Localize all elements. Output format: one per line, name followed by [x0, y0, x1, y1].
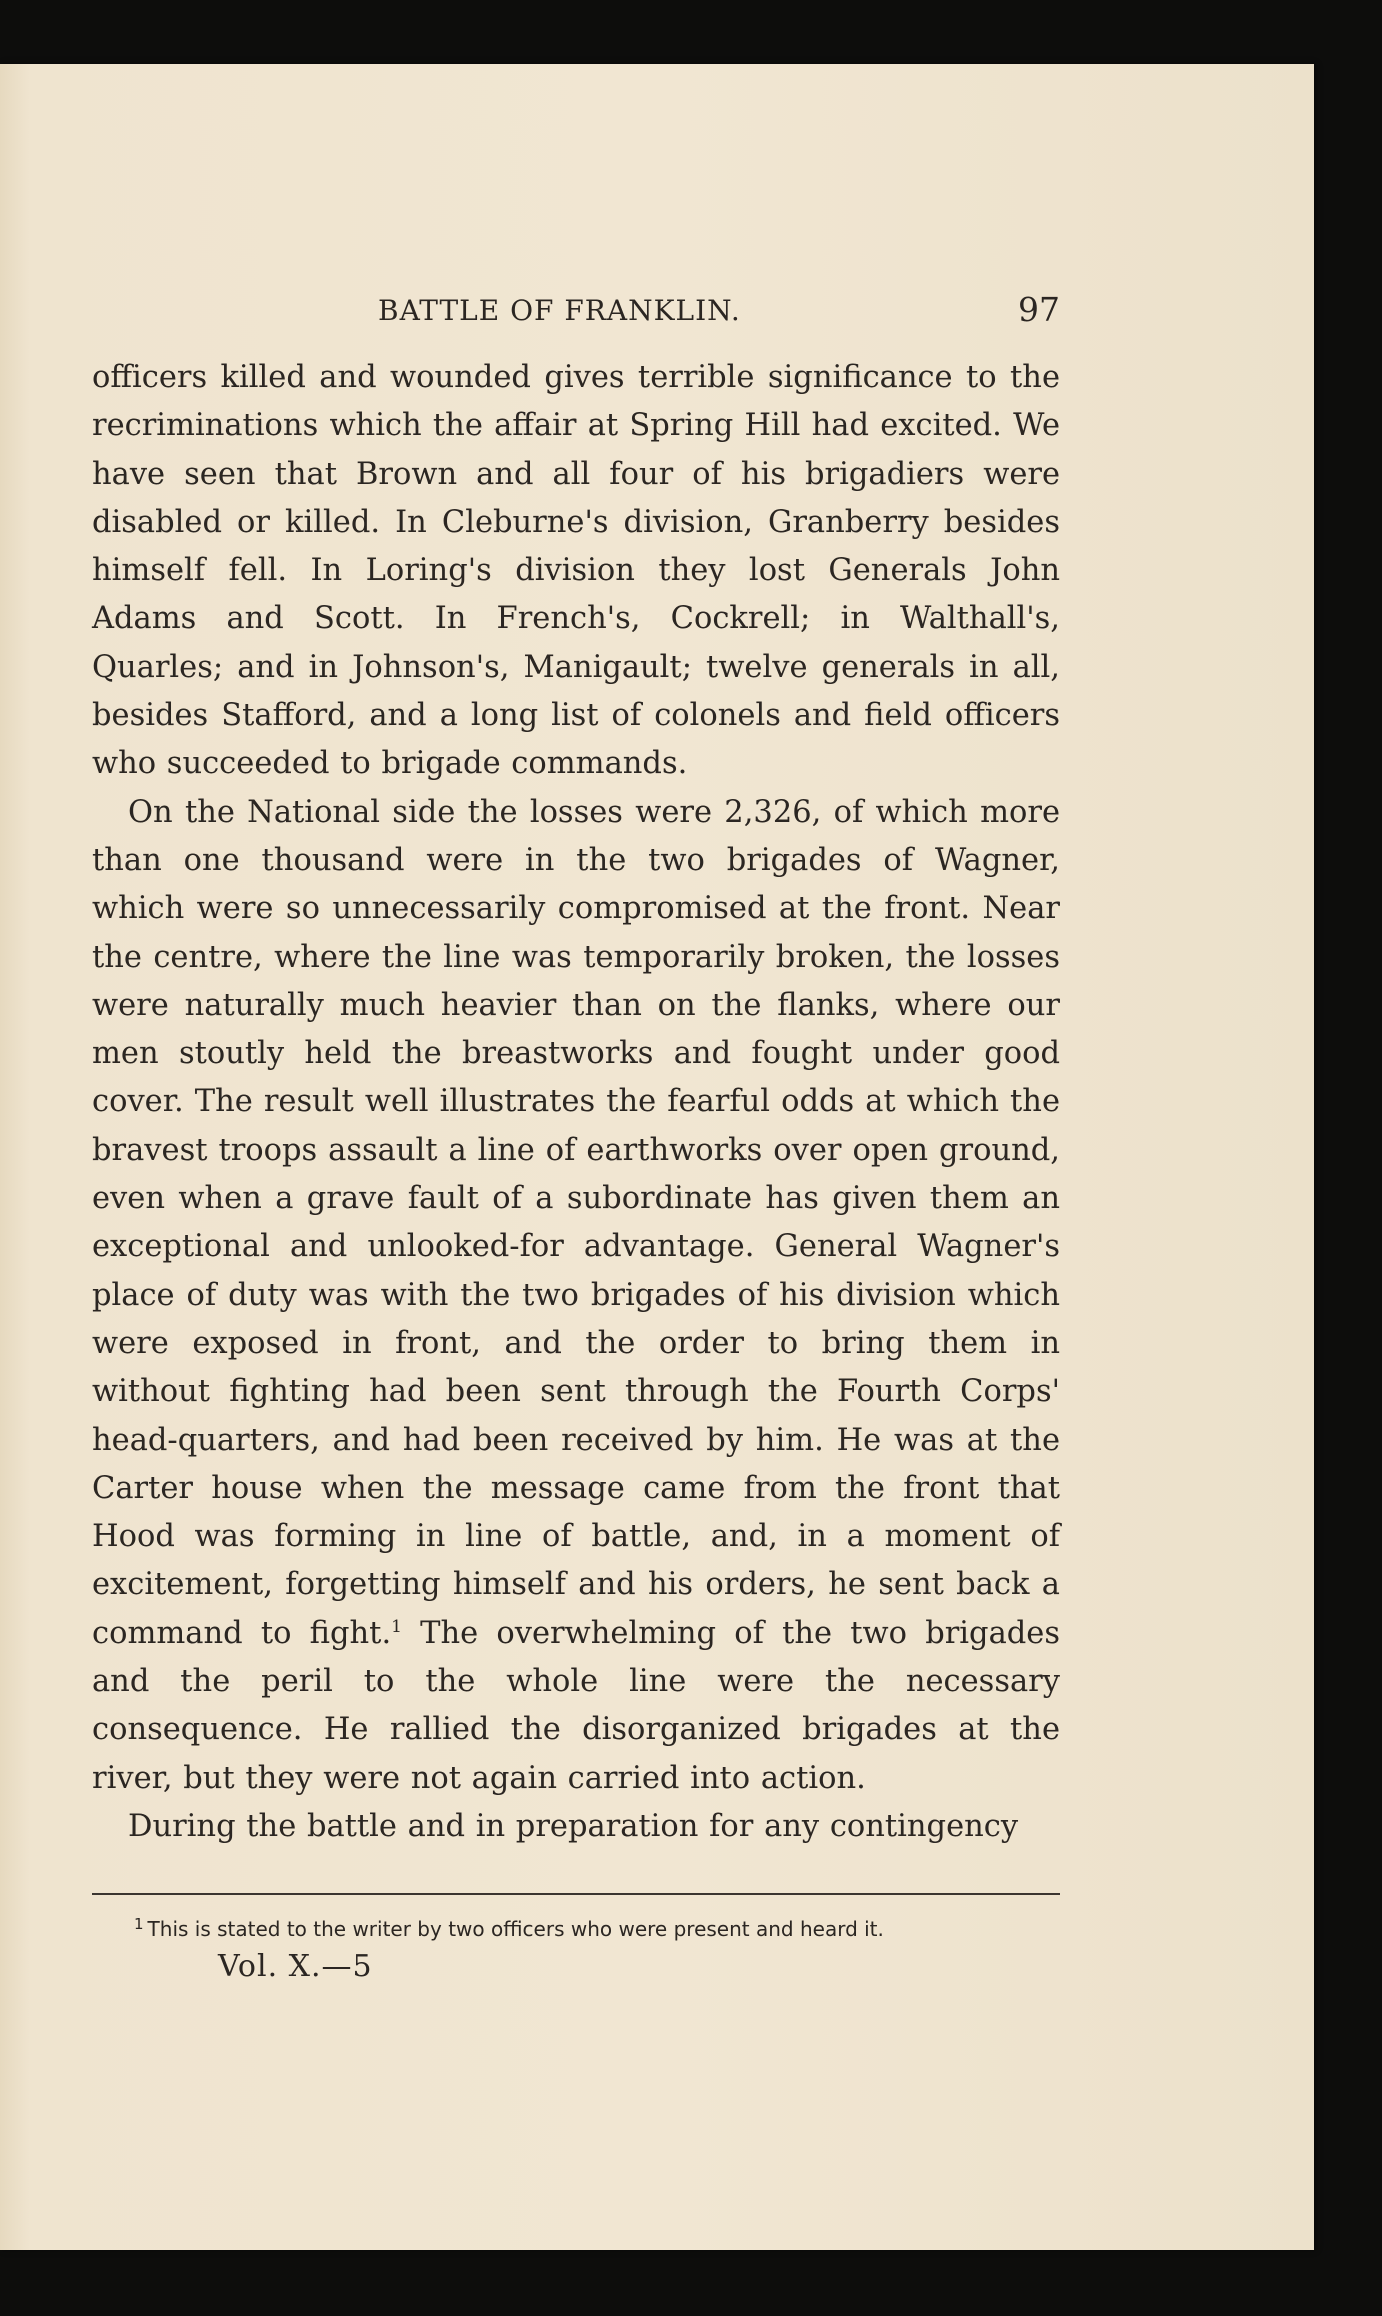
paragraph-2-text-a: On the National side the losses were 2,326, of which more than one thousand were in the two brigades of Wagner, which were so unnecessarily compromised at the front. Near the centre, where the line was temporarily broken, the losses were naturally much heavier than on the flanks, where our men stoutly held the breastworks and fought under good cover. The result well illustrates the fearful odds at which the bravest troops assault a line of earthworks over open ground, even when a grave fault of a subordinate has given them an exceptional and unlooked-for advantage. General Wagner's place of duty was with the two brigades of his division which were exposed in front, and the order to bring them in without fighting had been sent through the Fourth Corps' head-quarters, and had been received by him. He was at the Carter house when the message came from the front that Hood was forming in line of battle, and, in a moment of excitement, forgetting himself and his orders, he sent back a command to fight.	[92, 794, 1060, 1651]
page-content	[92, 290, 1060, 1985]
book-page	[0, 64, 1314, 2250]
page-number: 97	[1018, 290, 1060, 329]
footnote-mark: 1	[134, 1914, 144, 1933]
paragraph-3: During the battle and in preparation for any contingency	[128, 1808, 1019, 1844]
footnote	[92, 1914, 1060, 1942]
footnote-divider	[92, 1893, 1060, 1895]
paragraph-1: officers killed and wounded gives terrible significance to the recriminations which the affair at Spring Hill had excited. We have seen that Brown and all four of his brigadiers were disabled or killed. In Cleburne's division, Granberry besides himself fell. In Loring's division they lost Generals John Adams and Scott. In French's, Cockrell; in Walthall's, Quarles; and in Johnson's, Manigault; twelve generals in all, besides Stafford, and a long list of colonels and field officers who succeeded to brigade commands.	[92, 360, 1060, 782]
signature-mark: Vol. X.—5	[218, 1949, 373, 1985]
paragraph-2	[92, 789, 1060, 1803]
running-title: BATTLE OF FRANKLIN.	[378, 294, 741, 327]
footnote-text: This is stated to the writer by two officers who were present and heard it.	[147, 1917, 884, 1942]
running-head	[92, 290, 1060, 354]
paragraph-2-text-b: The overwhelming of the two brigades and the peril to the whole line were the necessary consequence. He rallied the disorganized brigades at the river, but they were not again carried into action.	[92, 1615, 1060, 1796]
footnote-reference: 1	[391, 1616, 402, 1637]
body-text	[92, 354, 1060, 1851]
